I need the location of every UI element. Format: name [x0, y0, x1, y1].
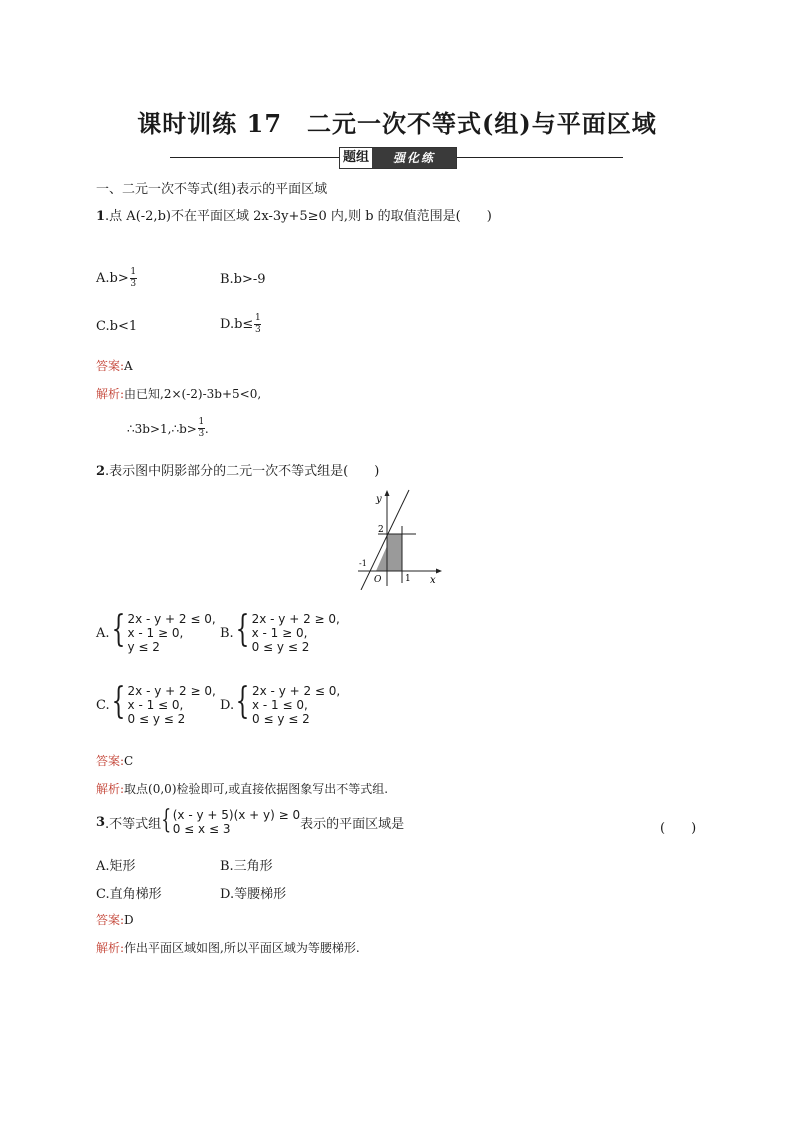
q3-option-a — [96, 855, 136, 874]
question-1 — [96, 205, 492, 224]
analysis-text-2: ∴3b>1,∴b> — [127, 421, 197, 436]
analysis-text: 由已知,2×(-2)-3b+5<0, — [124, 387, 262, 401]
analysis-fraction — [198, 418, 205, 439]
analysis-label: 解析: — [96, 782, 125, 796]
q3-option-b — [220, 855, 273, 874]
q2-option-c — [96, 681, 216, 726]
answer-value: A — [124, 359, 133, 373]
q1-option-d-text: D.b≤ — [220, 317, 254, 332]
fraction-den: 3 — [130, 279, 137, 289]
tick-1: 1 — [405, 574, 411, 584]
shaded-triangle — [376, 546, 387, 571]
q2-option-a — [96, 609, 216, 654]
answer-value: C — [124, 754, 134, 768]
analysis-tail: . — [204, 421, 209, 436]
ineq-line: 2x - y + 2 ≥ 0, — [127, 684, 216, 698]
ineq-line: x - 1 ≥ 0, — [127, 626, 184, 640]
region-graph — [352, 488, 446, 590]
q2-option-b-system: { 2x - y + 2 ≥ 0, x - 1 ≥ 0, 0 ≤ y ≤ 2 — [235, 609, 340, 654]
q2-option-b-key: B. — [220, 625, 234, 641]
section-heading: 一、二元一次不等式(组)表示的平面区域 — [96, 182, 328, 197]
q1-answer — [96, 357, 133, 374]
q3-option-b-text: B.三角形 — [220, 859, 273, 874]
q3-system: { (x - y + 5)(x + y) ≥ 0 0 ≤ x ≤ 3 — [161, 805, 301, 836]
q3-option-c-text: C.直角梯形 — [96, 887, 162, 902]
fraction-num: 1 — [198, 417, 205, 427]
fraction-den: 3 — [254, 325, 261, 335]
ineq-line: 2x - y + 2 ≥ 0, — [251, 612, 340, 626]
banner-left-text: 题组 — [343, 150, 370, 165]
fraction-num: 1 — [130, 267, 137, 277]
x-label: x — [430, 575, 436, 586]
banner-right-text: 强化练 — [372, 148, 456, 168]
q1-analysis — [96, 385, 261, 402]
ineq-line: y ≤ 2 — [127, 640, 160, 654]
ineq-line: x - 1 ≤ 0, — [252, 698, 308, 712]
question-3-number: 3 — [96, 814, 106, 830]
answer-label: 答案: — [96, 913, 125, 927]
ineq-line: x - 1 ≤ 0, — [127, 698, 184, 712]
ineq-line: 2x - y + 2 ≤ 0, — [252, 684, 341, 698]
tick-neg1: -1 — [359, 559, 367, 568]
ineq-line: (x - y + 5)(x + y) ≥ 0 — [172, 808, 301, 822]
q2-option-d-key: D. — [220, 697, 235, 713]
y-label: y — [376, 494, 382, 505]
question-1-number: 1 — [96, 209, 106, 224]
ineq-line: x - 1 ≥ 0, — [251, 626, 308, 640]
q2-option-a-key: A. — [96, 625, 110, 641]
analysis-text: 取点(0,0)检验即可,或直接依据图象写出不等式组. — [124, 782, 389, 796]
question-3 — [96, 805, 405, 836]
banner-right-rule — [455, 157, 623, 158]
origin-label: O — [374, 575, 382, 585]
y-axis-arrow — [385, 490, 390, 496]
analysis-text: 作出平面区域如图,所以平面区域为等腰梯形. — [124, 941, 360, 955]
q3-answer-paren: ( ) — [660, 821, 697, 836]
q3-option-a-text: A.矩形 — [96, 859, 136, 874]
ineq-line: 0 ≤ y ≤ 2 — [251, 640, 310, 654]
question-1-text: .点 A(-2,b)不在平面区域 2x-3y+5≥0 内,则 b 的取值范围是( ) — [105, 209, 492, 224]
analysis-label: 解析: — [96, 941, 125, 955]
q1-option-a — [96, 268, 137, 289]
question-2 — [96, 460, 379, 479]
q3-option-d — [220, 883, 286, 902]
ineq-line: 0 ≤ y ≤ 2 — [252, 712, 310, 726]
q1-option-d — [220, 314, 261, 335]
banner-left-rule — [170, 157, 339, 158]
fraction-den: 3 — [198, 429, 205, 439]
ineq-line: 0 ≤ x ≤ 3 — [172, 822, 231, 836]
q1-option-c-text: C.b<1 — [96, 319, 138, 334]
q2-option-c-system: { 2x - y + 2 ≥ 0, x - 1 ≤ 0, 0 ≤ y ≤ 2 — [111, 681, 216, 726]
section-banner — [339, 147, 457, 169]
q3-option-d-text: D.等腰梯形 — [220, 887, 287, 902]
answer-value: D — [124, 913, 134, 927]
q2-analysis — [96, 780, 388, 797]
answer-label: 答案: — [96, 754, 125, 768]
ineq-line: 2x - y + 2 ≤ 0, — [127, 612, 216, 626]
q2-option-c-key: C. — [96, 697, 110, 713]
question-2-number: 2 — [96, 464, 106, 479]
q1-option-a-text: A.b> — [96, 271, 129, 286]
q1-analysis-cont — [127, 418, 209, 439]
shaded-region — [387, 534, 402, 571]
question-3-prefix: .不等式组 — [105, 816, 162, 832]
q2-option-b — [220, 609, 340, 654]
q2-option-d — [220, 681, 341, 726]
q3-analysis — [96, 939, 360, 956]
fraction-num: 1 — [254, 313, 261, 323]
q2-answer — [96, 752, 133, 769]
page-title: 课时训练 17 二元一次不等式(组)与平面区域 — [137, 109, 657, 138]
q1-option-d-fraction — [254, 314, 261, 335]
answer-label: 答案: — [96, 359, 125, 373]
question-3-suffix: 表示的平面区域是 — [300, 816, 405, 832]
q3-answer — [96, 911, 134, 928]
q3-option-c — [96, 883, 162, 902]
q2-option-a-system: { 2x - y + 2 ≤ 0, x - 1 ≥ 0, y ≤ 2 — [111, 609, 216, 654]
analysis-label: 解析: — [96, 387, 125, 401]
q1-option-a-fraction — [130, 268, 137, 289]
x-axis-arrow — [436, 569, 442, 574]
q1-option-b — [220, 272, 266, 287]
q2-option-d-system: { 2x - y + 2 ≤ 0, x - 1 ≤ 0, 0 ≤ y ≤ 2 — [235, 681, 341, 726]
ineq-line: 0 ≤ y ≤ 2 — [127, 712, 186, 726]
q1-option-c — [96, 319, 137, 334]
question-2-text: .表示图中阴影部分的二元一次不等式组是( ) — [105, 464, 380, 479]
q1-option-b-text: B.b>-9 — [220, 272, 266, 287]
tick-2: 2 — [378, 525, 384, 535]
